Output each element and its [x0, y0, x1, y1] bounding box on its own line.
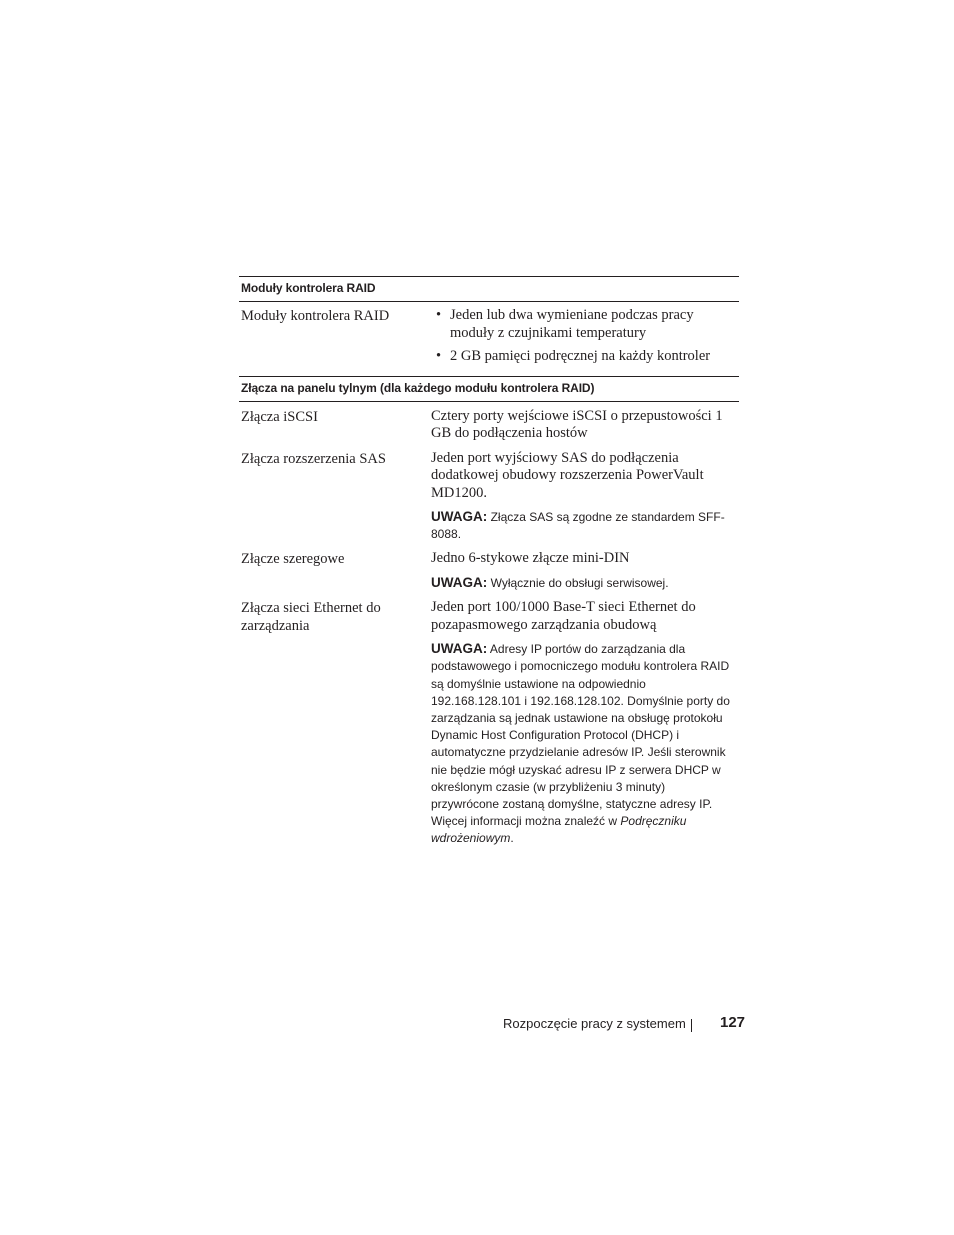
note-label: UWAGA: — [431, 641, 488, 657]
row-label: Moduły kontrolera RAID — [241, 308, 390, 324]
row-value — [431, 599, 739, 847]
note-label: UWAGA: — [431, 574, 488, 590]
section-heading-raid-modules: Moduły kontrolera RAID — [239, 276, 739, 302]
note — [431, 574, 739, 592]
list-item: • 2 GB pamięci podręcznej na każdy kontroler — [436, 348, 711, 364]
table-row — [239, 302, 739, 376]
table-row — [239, 443, 739, 544]
table-row — [239, 402, 739, 443]
bullet-icon: • — [436, 307, 442, 323]
note-end: . — [510, 831, 514, 846]
row-label: Złącza iSCSI — [241, 408, 318, 425]
row-value — [431, 450, 739, 544]
row-label: Złącze szeregowe — [241, 551, 345, 568]
table-row — [239, 592, 739, 847]
row-text: Jeden port wyjściowy SAS do podłączenia dodatkowej obudowy rozszerzenia PowerVault MD1200. — [431, 449, 704, 501]
note-italic-reference: Podręczniku wdrożeniowym — [431, 814, 687, 846]
table-row — [239, 543, 739, 592]
row-label: Złącza sieci Ethernet do zarządzania — [241, 600, 381, 635]
note — [431, 640, 739, 847]
note — [431, 508, 739, 543]
list-item: • Jeden lub dwa wymieniane podczas pracy moduły z czujnikami temperatury — [436, 307, 694, 341]
row-value — [431, 307, 739, 366]
row-label: Złącza rozszerzenia SAS — [241, 450, 386, 467]
row-value: Cztery porty wejściowe iSCSI o przepustowości 1 GB do podłączenia hostów — [431, 407, 723, 441]
footer-title: Rozpoczęcie pracy z systemem — [503, 1016, 686, 1031]
row-text: Jeden port 100/1000 Base-T sieci Ethernet do pozapasmowego zarządzania obudową — [431, 599, 696, 633]
row-value — [431, 550, 739, 592]
footer-separator — [691, 1019, 692, 1032]
note-text: Adresy IP portów do zarządzania dla podstawowego i pomocniczego modułu kontrolera RAID są domyślnie ustawione na odpowiednio 192.168.128.101 i 192.168.128.102. Domyślnie porty do zarządzania są jednak ustawione na obsługę protokołu Dynamic Host Configuration Protocol (DHCP) i automatyczne przydzielanie adresów IP. Jeśli sterownik nie będzie mógł uzyskać adresu IP z serwera DHCP w określonym czasie (w przybliżeniu 3 minuty) przywrócone zostaną domyślne, statyczne adresy IP. Więcej informacji można znaleźć w — [431, 642, 730, 829]
note-label: UWAGA: — [431, 509, 488, 524]
bullet-icon: • — [436, 348, 442, 364]
page-number: 127 — [720, 1014, 746, 1031]
row-text: Jedno 6-stykowe złącze mini-DIN — [431, 550, 630, 567]
spec-table — [239, 276, 739, 848]
section-heading-rear-connectors: Złącza na panelu tylnym (dla każdego modułu kontrolera RAID) — [239, 376, 739, 402]
bullet-list — [434, 307, 739, 366]
note-text: Złącza SAS są zgodne ze standardem SFF-8088. — [431, 510, 725, 542]
note-text: Wyłącznie do obsługi serwisowej. — [490, 575, 669, 590]
